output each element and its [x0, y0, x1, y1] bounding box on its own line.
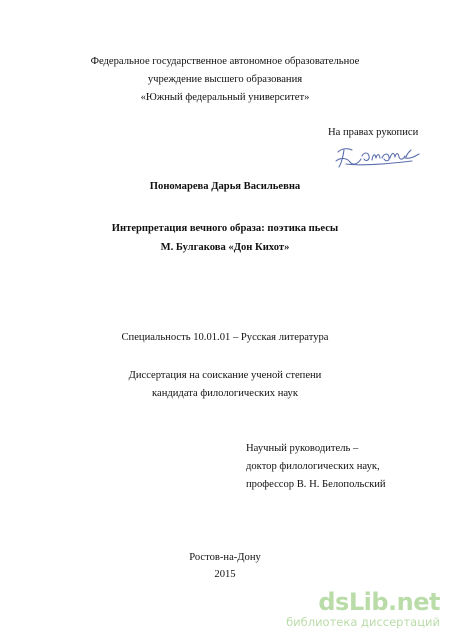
year: 2015: [214, 569, 236, 580]
supervisor-line-3: профессор В. Н. Белопольский: [246, 479, 386, 490]
degree-line-1: Диссертация на соискание ученой степени: [128, 370, 322, 381]
watermark-subtitle: библиотека диссертаций: [286, 615, 440, 629]
supervisor-line-1: Научный руководитель –: [246, 443, 359, 454]
dissertation-title-line-2: М. Булгакова «Дон Кихот»: [160, 242, 290, 253]
institution-line-3: «Южный федеральный университет»: [140, 92, 310, 103]
supervisor-line-2: доктор филологических наук,: [246, 461, 380, 472]
handwritten-signature: [332, 142, 422, 172]
watermark-logo: dsLib.net: [318, 588, 440, 616]
institution-line-2: учреждение высшего образования: [147, 74, 303, 85]
dissertation-title-line-1: Интерпретация вечного образа: поэтика пьесы: [111, 223, 339, 234]
institution-line-1: Федеральное государственное автономное образовательное: [90, 56, 360, 67]
author-name: Пономарева Дарья Васильевна: [149, 181, 301, 192]
city: Ростов-на-Дону: [189, 552, 261, 563]
degree-line-2: кандидата филологических наук: [152, 388, 298, 399]
dslib-watermark: [286, 590, 440, 629]
specialty: Специальность 10.01.01 – Русская литература: [121, 332, 329, 343]
manuscript-note: На правах рукописи: [328, 127, 419, 138]
